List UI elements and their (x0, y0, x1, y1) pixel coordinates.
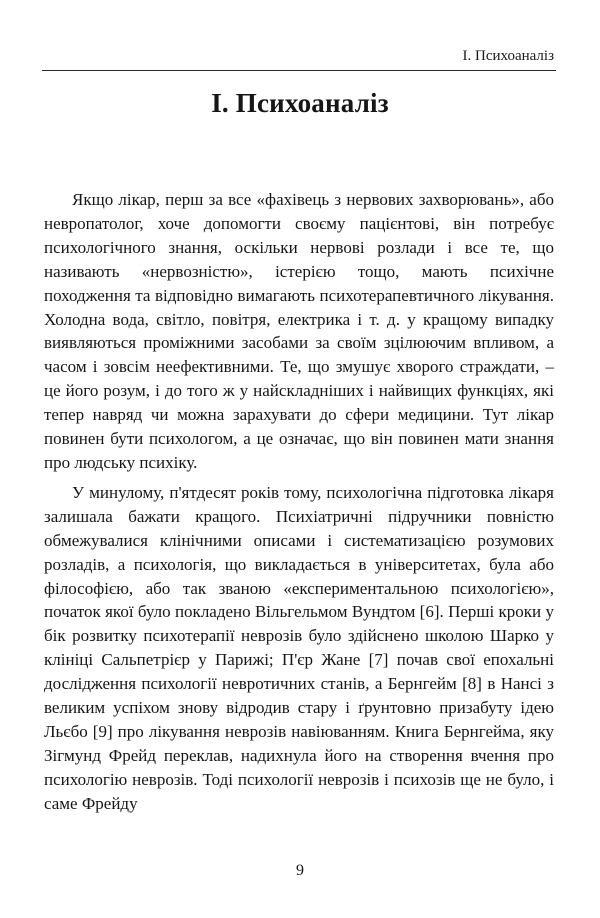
body-text (44, 188, 554, 822)
running-header: І. Психоаналіз (462, 48, 554, 64)
paragraph-2: У минулому, п'ятдесят років тому, психологічна підготовка лікаря залишала бажати кращого. Психіатричні підручники повністю обмежувалися клінічними описами і систематизацією розумових розладів, а психологія, що викладається в університетах, була або філософією, або так званою «експериментальною психологією», початок якої було покладено Вільгельмом Вундтом [6]. Перші кроки у бік розвитку психотерапії неврозів було здійснено школою Шарко у клініці Сальпетрієр у Парижі; П'єр Жане [7] почав свої епохальні дослідження психології невротичних станів, а Бернгейм [8] в Нансі з великим успіхом знову відродив стару і ґрунтовно призабуту ідею Льєбо [9] про лікування неврозів навіюванням. Книга Бернгейма, яку Зігмунд Фрейд переклав, надихнула його на створення вчення про психологію неврозів. Тоді психології неврозів і психозів ще не було, і саме Фрейду (44, 482, 554, 813)
header-rule (42, 70, 556, 71)
page-number: 9 (296, 862, 304, 879)
paragraph-1: Якщо лікар, перш за все «фахівець з нервових захворювань», або невропатолог, хоче допомогти своєму пацієнтові, він потребує психологічного знання, оскільки нервові розлади і все те, що називають «нервозністю», істерією тощо, мають психічне походження та відповідно вимагають психотерапевтичного лікування. Холодна вода, світло, повітря, електрика і т. д. у кращому випадку виявляються проміжними засобами за своїм зцілюючим впливом, а часом і зовсім неефективними. Те, що змушує хворого страждати, – це його розум, і до того ж у найскладніших і найвищих функціях, які тепер навряд чи можна зарахувати до сфери медицини. Тут лікар повинен бути психологом, а це означає, що він повинен мати знання про людську психіку. (44, 190, 554, 472)
chapter-title: І. Психоаналіз (211, 88, 389, 118)
